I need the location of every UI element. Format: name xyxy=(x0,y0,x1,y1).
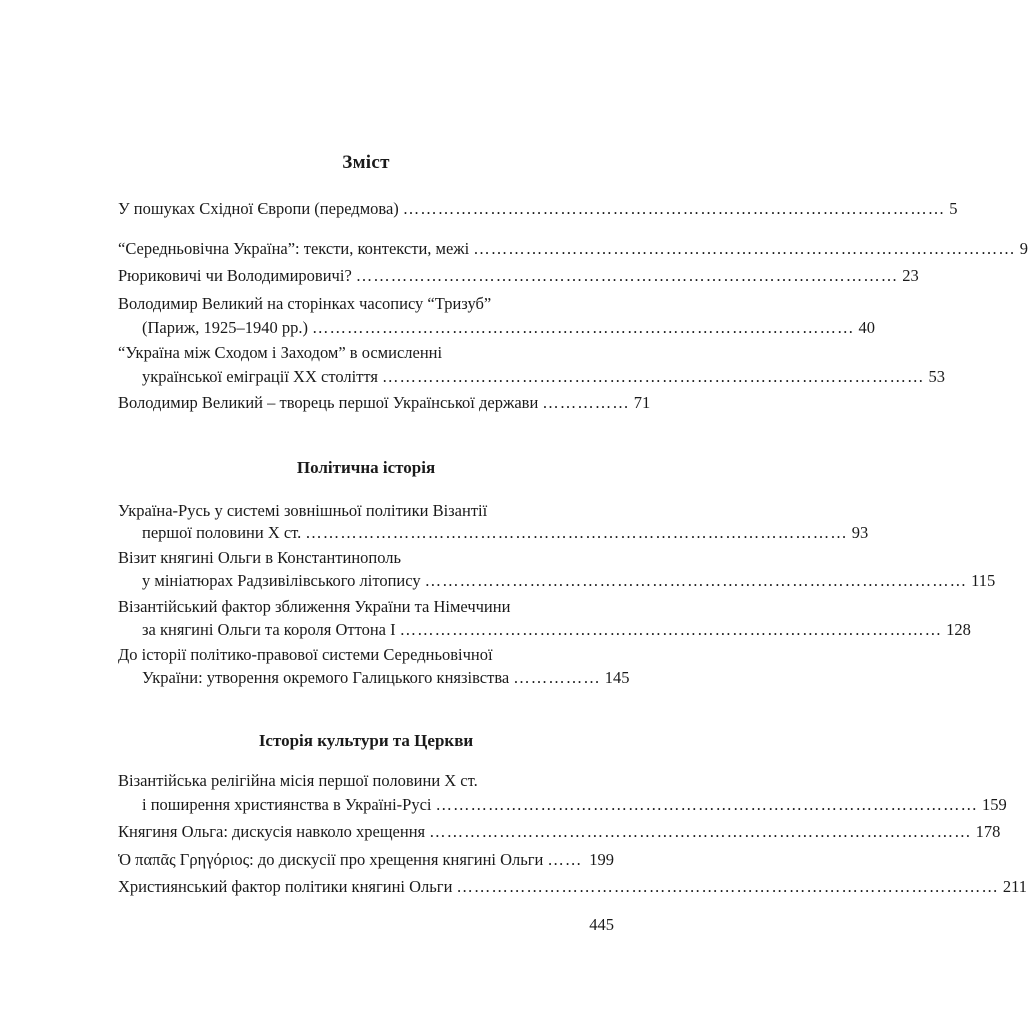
dot-leader: ………………………………………………………………………………… xyxy=(435,795,979,814)
toc-entry[interactable] xyxy=(118,199,958,219)
dot-leader: ………………………………………………………………………………… xyxy=(355,266,899,285)
dot-leader: …………… xyxy=(513,668,601,687)
entry-page: 23 xyxy=(902,266,919,285)
entry-title: У пошуках Східної Європи (передмова) xyxy=(118,199,399,218)
dot-leader: ………………………………………………………………………………… xyxy=(402,199,946,218)
page-number: 445 xyxy=(589,915,614,934)
entry-title: української еміграції ХХ століття xyxy=(142,367,378,386)
entry-page: 211 xyxy=(1002,877,1028,896)
entry-page: 128 xyxy=(946,620,971,639)
toc-entry[interactable] xyxy=(142,367,945,387)
section-title: Історія культури та Церкви xyxy=(258,731,474,750)
dot-leader: ………………………………………………………………………………… xyxy=(311,318,855,337)
entry-title: Княгиня Ольга: дискусія навколо хрещення xyxy=(118,822,426,841)
toc-entry[interactable] xyxy=(142,523,869,543)
entry-title-line1[interactable]: Візантійська релігійна місія першої половини X ст. xyxy=(118,771,478,790)
dot-leader: ………………………………………………………………………………… xyxy=(381,367,925,386)
toc-entry[interactable] xyxy=(118,822,1001,842)
dot-leader: ………………………………………………………………………………… xyxy=(473,239,1016,258)
toc-title: Зміст xyxy=(342,152,390,173)
entry-title: у мініатюрах Радзивілівського літопису xyxy=(142,571,421,590)
entry-title: першої половини X ст. xyxy=(142,523,302,542)
entry-page: 93 xyxy=(851,523,869,542)
toc-entry[interactable] xyxy=(142,795,1007,815)
toc-entry[interactable] xyxy=(118,393,651,413)
dot-leader: ………………………………………………………………………………… xyxy=(305,523,848,542)
entry-title-line1[interactable]: Володимир Великий на сторінках часопису “Тризуб” xyxy=(118,294,492,313)
entry-page: 71 xyxy=(633,393,651,412)
entry-title: за княгині Ольги та короля Оттона І xyxy=(142,620,396,639)
entry-page: 159 xyxy=(982,795,1007,814)
entry-title: “Середньовічна Україна”: тексти, контексти, межі xyxy=(118,239,470,258)
entry-title: України: утворення окремого Галицького князівства xyxy=(142,668,510,687)
dot-leader: …… xyxy=(547,850,583,869)
entry-title-line1[interactable]: Україна-Русь у системі зовнішньої політики Візантії xyxy=(118,501,488,520)
toc-entry[interactable] xyxy=(142,668,630,688)
entry-title-line1[interactable]: Візантійський фактор зближення України та Німеччини xyxy=(118,597,511,616)
entry-title: і поширення християнства в Україні-Русі xyxy=(142,795,432,814)
entry-title-line1[interactable]: “Україна між Сходом і Заходом” в осмисленні xyxy=(118,343,443,362)
toc-entry[interactable] xyxy=(142,620,971,640)
entry-title: Ὁ παπᾶς Γρηγόριος: до дискусії про хрещення княгині Ольги xyxy=(118,850,544,869)
entry-title: (Париж, 1925–1940 рр.) xyxy=(142,318,308,337)
toc-entry[interactable] xyxy=(142,571,996,591)
entry-page: 115 xyxy=(971,571,996,590)
dot-leader: ………………………………………………………………………………… xyxy=(456,877,999,896)
entry-page: 199 xyxy=(589,850,614,869)
entry-page: 40 xyxy=(858,318,875,337)
toc-entry[interactable] xyxy=(118,850,614,870)
entry-page: 5 xyxy=(949,199,958,218)
entry-title: Володимир Великий – творець першої Української держави xyxy=(118,393,539,412)
entry-page: 145 xyxy=(604,668,630,687)
entry-page: 9 xyxy=(1019,239,1028,258)
dot-leader: ………………………………………………………………………………… xyxy=(429,822,972,841)
toc-entry[interactable] xyxy=(142,318,875,338)
dot-leader: ………………………………………………………………………………… xyxy=(399,620,943,639)
dot-leader: …………… xyxy=(542,393,630,412)
entry-title-line1[interactable]: Візит княгині Ольги в Константинополь xyxy=(118,548,402,567)
toc-entry[interactable] xyxy=(118,239,1028,259)
entry-title: Рюриковичі чи Володимировичі? xyxy=(118,266,352,285)
toc-entry[interactable] xyxy=(118,877,1028,897)
entry-title: Християнський фактор політики княгині Ольги xyxy=(118,877,453,896)
toc-entry[interactable] xyxy=(118,266,919,286)
entry-title-line1[interactable]: До історії політико-правової системи Середньовічної xyxy=(118,645,493,664)
dot-leader: ………………………………………………………………………………… xyxy=(424,571,968,590)
section-title: Політична історія xyxy=(296,458,436,477)
entry-page: 178 xyxy=(975,822,1001,841)
entry-page: 53 xyxy=(928,367,945,386)
